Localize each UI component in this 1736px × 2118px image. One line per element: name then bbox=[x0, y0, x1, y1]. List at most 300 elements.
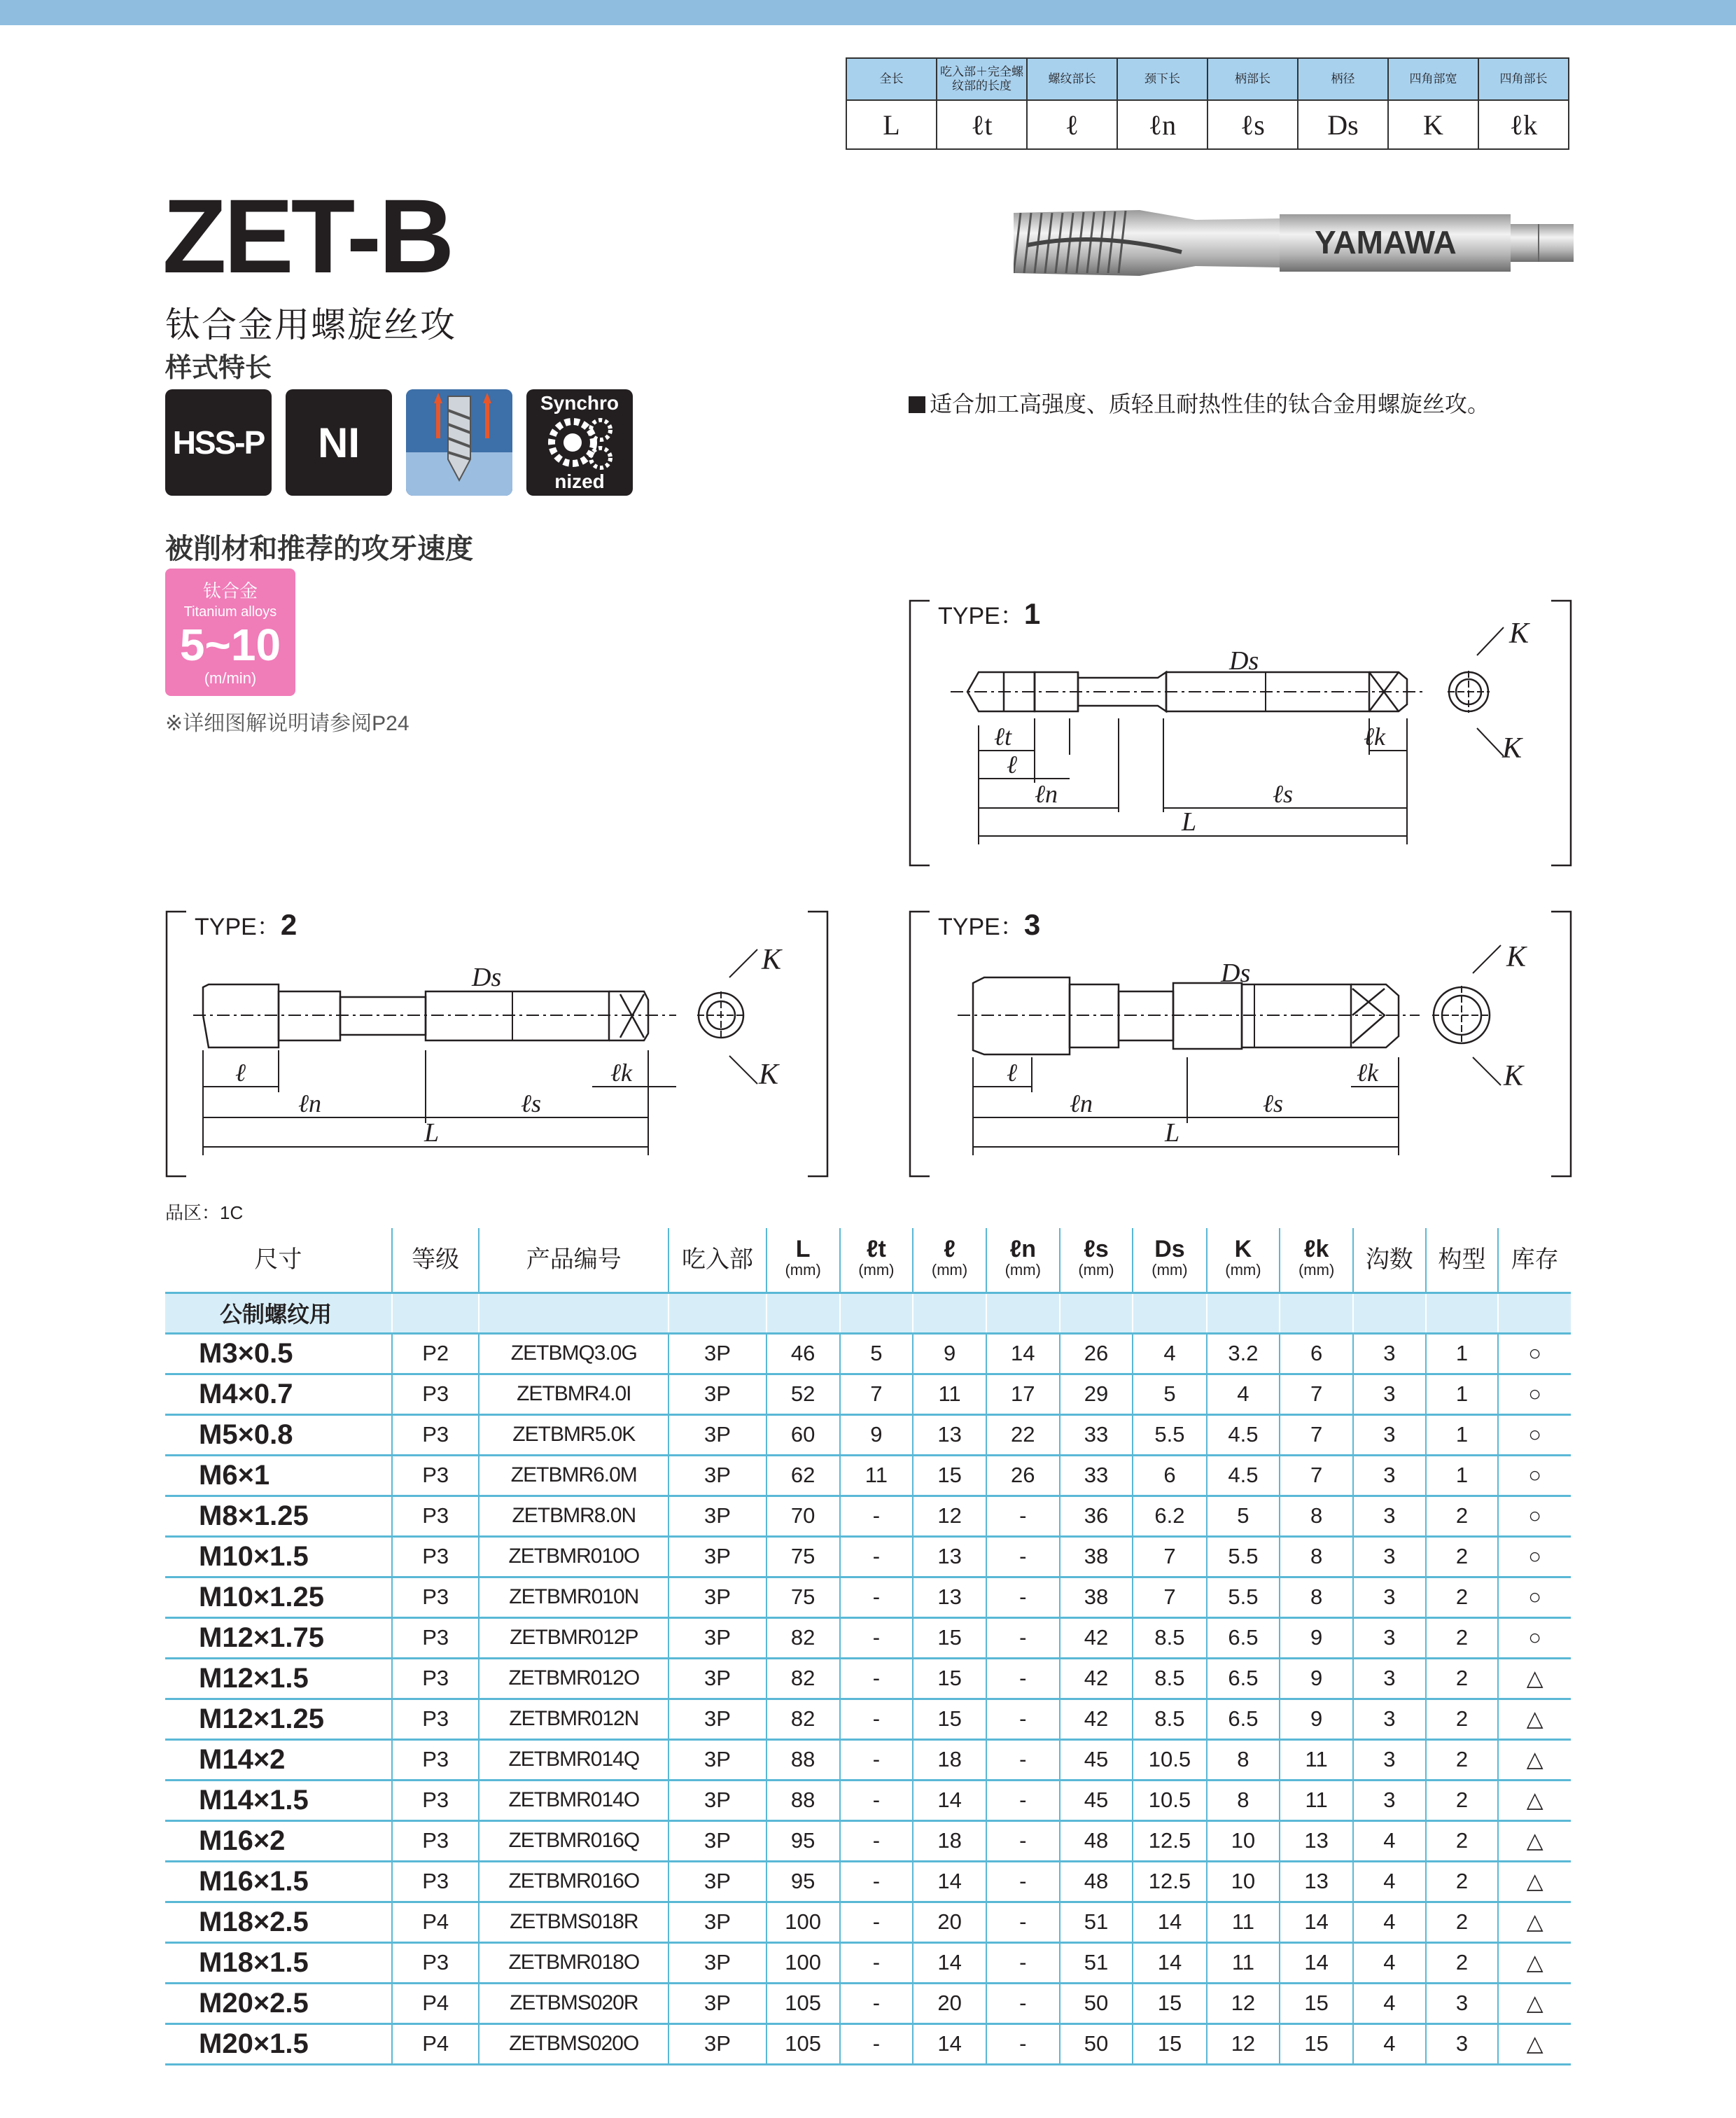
table-cell: 6.5 bbox=[1207, 1699, 1280, 1739]
table-cell: 52 bbox=[766, 1374, 840, 1414]
column-header: Ds (mm) bbox=[1133, 1228, 1206, 1293]
table-cell: 105 bbox=[766, 1983, 840, 2023]
table-cell: ZETBMR010O bbox=[479, 1536, 668, 1577]
table-cell: 48 bbox=[1060, 1820, 1133, 1861]
svg-text:Ds: Ds bbox=[1229, 646, 1259, 676]
table-cell: 88 bbox=[766, 1780, 840, 1820]
table-cell: - bbox=[840, 2023, 913, 2064]
legend-symbol-cell: Ds bbox=[1298, 100, 1388, 149]
svg-text:K: K bbox=[1502, 732, 1522, 765]
table-cell: P3 bbox=[392, 1658, 479, 1699]
table-cell: - bbox=[986, 1902, 1060, 1942]
table-cell: 8.5 bbox=[1133, 1658, 1206, 1699]
table-cell: - bbox=[840, 1902, 913, 1942]
table-cell: P4 bbox=[392, 1983, 479, 2023]
table-cell: ZETBMR014O bbox=[479, 1780, 668, 1820]
table-cell: 95 bbox=[766, 1861, 840, 1902]
table-cell: 46 bbox=[766, 1333, 840, 1374]
table-cell: △ bbox=[1498, 1820, 1571, 1861]
table-cell: - bbox=[840, 1739, 913, 1780]
legend-symbol-cell: L bbox=[846, 100, 937, 149]
top-color-bar bbox=[0, 0, 1736, 25]
table-cell: 3P bbox=[668, 1455, 766, 1496]
hssp-badge: HSS-P bbox=[165, 389, 272, 496]
svg-text:ℓs: ℓs bbox=[521, 1089, 542, 1117]
table-cell: 1 bbox=[1426, 1455, 1499, 1496]
table-cell: 8 bbox=[1207, 1780, 1280, 1820]
table-cell: 11 bbox=[840, 1455, 913, 1496]
table-cell: M14×1.5 bbox=[165, 1780, 392, 1820]
table-cell: P3 bbox=[392, 1455, 479, 1496]
table-cell: 3 bbox=[1353, 1577, 1426, 1617]
table-cell: 70 bbox=[766, 1496, 840, 1536]
legend-header-cell: 四角部长 bbox=[1478, 58, 1569, 100]
legend-header-cell: 四角部宽 bbox=[1388, 58, 1478, 100]
column-header: ℓn (mm) bbox=[986, 1228, 1060, 1293]
table-cell: 3 bbox=[1353, 1414, 1426, 1455]
table-cell: 4 bbox=[1353, 2023, 1426, 2064]
table-cell: 22 bbox=[986, 1414, 1060, 1455]
table-cell: 1 bbox=[1426, 1414, 1499, 1455]
table-cell: 26 bbox=[1060, 1333, 1133, 1374]
table-cell: 5 bbox=[840, 1333, 913, 1374]
table-cell: 7 bbox=[1133, 1536, 1206, 1577]
table-cell: 51 bbox=[1060, 1942, 1133, 1983]
category-cell bbox=[1207, 1293, 1280, 1333]
table-cell: 33 bbox=[1060, 1414, 1133, 1455]
table-row bbox=[165, 1739, 1571, 1780]
table-cell: 5.5 bbox=[1133, 1414, 1206, 1455]
spiral-flute-icon bbox=[406, 389, 512, 496]
table-cell: - bbox=[986, 1617, 1060, 1658]
table-cell: ZETBMR8.0N bbox=[479, 1496, 668, 1536]
table-cell: 3P bbox=[668, 1739, 766, 1780]
type2-diagram bbox=[165, 910, 829, 1178]
table-cell: 45 bbox=[1060, 1739, 1133, 1780]
svg-text:ℓ: ℓ bbox=[235, 1059, 246, 1087]
table-row bbox=[165, 1333, 1571, 1374]
table-cell: 2 bbox=[1426, 1658, 1499, 1699]
table-cell: 51 bbox=[1060, 1902, 1133, 1942]
table-cell: 26 bbox=[986, 1455, 1060, 1496]
feature-description: 适合加工高强度、质轻且耐热性佳的钛合金用螺旋丝攻。 bbox=[909, 386, 1490, 419]
category-cell bbox=[392, 1293, 479, 1333]
column-header: 尺寸 bbox=[165, 1228, 392, 1293]
legend-header-cell: 全长 bbox=[846, 58, 937, 100]
table-cell: 10 bbox=[1207, 1861, 1280, 1902]
column-header: 库存 bbox=[1498, 1228, 1571, 1293]
table-cell: M12×1.75 bbox=[165, 1617, 392, 1658]
table-cell: 9 bbox=[913, 1333, 986, 1374]
table-cell: - bbox=[986, 1780, 1060, 1820]
column-header: 构型 bbox=[1426, 1228, 1499, 1293]
table-cell: 4 bbox=[1207, 1374, 1280, 1414]
table-cell: P3 bbox=[392, 1739, 479, 1780]
table-cell: 3P bbox=[668, 1333, 766, 1374]
table-cell: 42 bbox=[1060, 1617, 1133, 1658]
dimension-legend-table bbox=[846, 57, 1569, 150]
table-cell: - bbox=[840, 1780, 913, 1820]
table-cell: 13 bbox=[913, 1536, 986, 1577]
svg-text:Ds: Ds bbox=[472, 963, 502, 992]
table-cell: P3 bbox=[392, 1780, 479, 1820]
table-cell: 4 bbox=[1353, 1942, 1426, 1983]
svg-text:K: K bbox=[1509, 618, 1530, 650]
table-cell: 15 bbox=[1133, 2023, 1206, 2064]
column-header: 等级 bbox=[392, 1228, 479, 1293]
table-cell: 42 bbox=[1060, 1658, 1133, 1699]
table-cell: 4 bbox=[1353, 1902, 1426, 1942]
table-cell: M10×1.5 bbox=[165, 1536, 392, 1577]
table-cell: 3P bbox=[668, 1983, 766, 2023]
table-cell: 88 bbox=[766, 1739, 840, 1780]
table-cell: 5 bbox=[1133, 1374, 1206, 1414]
table-cell: ○ bbox=[1498, 1577, 1571, 1617]
table-cell: 7 bbox=[1133, 1577, 1206, 1617]
legend-symbol-cell: ℓn bbox=[1117, 100, 1208, 149]
table-cell: - bbox=[986, 1942, 1060, 1983]
table-cell: - bbox=[840, 1820, 913, 1861]
table-cell: - bbox=[986, 1658, 1060, 1699]
table-cell: ZETBMR5.0K bbox=[479, 1414, 668, 1455]
table-cell: 11 bbox=[1280, 1780, 1353, 1820]
table-cell: P4 bbox=[392, 2023, 479, 2064]
table-cell: 5 bbox=[1207, 1496, 1280, 1536]
table-row bbox=[165, 1902, 1571, 1942]
table-cell: 9 bbox=[1280, 1658, 1353, 1699]
table-row bbox=[165, 1577, 1571, 1617]
legend-symbol-cell: K bbox=[1388, 100, 1478, 149]
table-cell: - bbox=[840, 1861, 913, 1902]
table-cell: 7 bbox=[840, 1374, 913, 1414]
table-cell: 2 bbox=[1426, 1536, 1499, 1577]
table-cell: 3P bbox=[668, 1902, 766, 1942]
table-cell: 10 bbox=[1207, 1820, 1280, 1861]
table-cell: 2 bbox=[1426, 1780, 1499, 1820]
table-cell: 3 bbox=[1353, 1333, 1426, 1374]
table-cell: △ bbox=[1498, 2023, 1571, 2064]
table-cell: 11 bbox=[913, 1374, 986, 1414]
table-cell: 36 bbox=[1060, 1496, 1133, 1536]
table-cell: 3P bbox=[668, 1617, 766, 1658]
table-cell: ○ bbox=[1498, 1617, 1571, 1658]
table-cell: 4 bbox=[1353, 1861, 1426, 1902]
table-cell: 82 bbox=[766, 1699, 840, 1739]
table-cell: M20×1.5 bbox=[165, 2023, 392, 2064]
table-cell: P3 bbox=[392, 1617, 479, 1658]
material-name-cn: 钛合金 bbox=[202, 580, 258, 601]
table-cell: 14 bbox=[913, 2023, 986, 2064]
table-cell: 3 bbox=[1426, 1983, 1499, 2023]
table-cell: - bbox=[986, 1577, 1060, 1617]
table-cell: 1 bbox=[1426, 1333, 1499, 1374]
table-cell: 75 bbox=[766, 1536, 840, 1577]
svg-text:ℓn: ℓn bbox=[1035, 780, 1058, 808]
table-cell: ZETBMR016Q bbox=[479, 1820, 668, 1861]
table-cell: M12×1.25 bbox=[165, 1699, 392, 1739]
table-cell: 18 bbox=[913, 1820, 986, 1861]
table-cell: ZETBMR012N bbox=[479, 1699, 668, 1739]
table-row bbox=[165, 1617, 1571, 1658]
table-cell: ZETBMR018O bbox=[479, 1942, 668, 1983]
table-cell: M20×2.5 bbox=[165, 1983, 392, 2023]
table-cell: 6.5 bbox=[1207, 1617, 1280, 1658]
table-cell: 3P bbox=[668, 1861, 766, 1902]
style-label: 样式特长 bbox=[165, 354, 272, 383]
table-cell: 7 bbox=[1280, 1455, 1353, 1496]
table-cell: P4 bbox=[392, 1902, 479, 1942]
table-cell: 2 bbox=[1426, 1496, 1499, 1536]
legend-symbol-cell: ℓt bbox=[937, 100, 1027, 149]
svg-text:ℓ: ℓ bbox=[1007, 751, 1017, 779]
spec-table bbox=[165, 1228, 1571, 2065]
table-cell: P2 bbox=[392, 1333, 479, 1374]
speed-unit: (m/min) bbox=[204, 669, 257, 687]
table-cell: 3P bbox=[668, 1414, 766, 1455]
svg-text:ℓn: ℓn bbox=[298, 1089, 321, 1117]
table-cell: 75 bbox=[766, 1577, 840, 1617]
table-cell: 3P bbox=[668, 1577, 766, 1617]
legend-symbol-cell: ℓk bbox=[1478, 100, 1569, 149]
table-cell: △ bbox=[1498, 1902, 1571, 1942]
table-row bbox=[165, 1942, 1571, 1983]
svg-text:ℓt: ℓt bbox=[994, 723, 1011, 751]
table-cell: 14 bbox=[913, 1942, 986, 1983]
category-cell bbox=[1133, 1293, 1206, 1333]
table-row bbox=[165, 1658, 1571, 1699]
column-header: 吃入部 bbox=[668, 1228, 766, 1293]
svg-text:ℓ: ℓ bbox=[1007, 1059, 1017, 1087]
table-cell: 4.5 bbox=[1207, 1455, 1280, 1496]
table-cell: ZETBMR010N bbox=[479, 1577, 668, 1617]
column-header: ℓk (mm) bbox=[1280, 1228, 1353, 1293]
table-cell: 9 bbox=[1280, 1617, 1353, 1658]
table-cell: 10.5 bbox=[1133, 1739, 1206, 1780]
table-cell: 15 bbox=[913, 1658, 986, 1699]
table-cell: ZETBMS018R bbox=[479, 1902, 668, 1942]
table-cell: 4.5 bbox=[1207, 1414, 1280, 1455]
synchronized-badge: Synchro nized bbox=[526, 389, 633, 496]
table-cell: 50 bbox=[1060, 1983, 1133, 2023]
table-row bbox=[165, 1374, 1571, 1414]
table-cell: 82 bbox=[766, 1658, 840, 1699]
svg-text:ℓs: ℓs bbox=[1273, 780, 1294, 808]
table-cell: 9 bbox=[1280, 1699, 1353, 1739]
legend-symbol-cell: ℓ bbox=[1027, 100, 1117, 149]
table-row bbox=[165, 1780, 1571, 1820]
table-cell: P3 bbox=[392, 1496, 479, 1536]
table-cell: 15 bbox=[1280, 1983, 1353, 2023]
table-cell: 9 bbox=[840, 1414, 913, 1455]
table-cell: 6.2 bbox=[1133, 1496, 1206, 1536]
table-cell: 95 bbox=[766, 1820, 840, 1861]
table-cell: - bbox=[986, 1820, 1060, 1861]
table-cell: 3 bbox=[1353, 1536, 1426, 1577]
category-cell bbox=[1060, 1293, 1133, 1333]
table-row bbox=[165, 1414, 1571, 1455]
category-cell bbox=[986, 1293, 1060, 1333]
type1-diagram bbox=[909, 599, 1572, 867]
table-cell: 2 bbox=[1426, 1820, 1499, 1861]
table-cell: 12 bbox=[913, 1496, 986, 1536]
column-header: 产品编号 bbox=[479, 1228, 668, 1293]
table-cell: P3 bbox=[392, 1414, 479, 1455]
table-cell: 3 bbox=[1353, 1455, 1426, 1496]
table-row bbox=[165, 1536, 1571, 1577]
table-cell: 3 bbox=[1353, 1699, 1426, 1739]
table-cell: 20 bbox=[913, 1983, 986, 2023]
table-cell: 14 bbox=[1280, 1902, 1353, 1942]
table-cell: ZETBMR014Q bbox=[479, 1739, 668, 1780]
table-cell: - bbox=[840, 1536, 913, 1577]
table-cell: 3P bbox=[668, 1942, 766, 1983]
table-cell: 45 bbox=[1060, 1780, 1133, 1820]
table-cell: 12 bbox=[1207, 1983, 1280, 2023]
category-label: 公制螺纹用 bbox=[165, 1293, 392, 1333]
legend-header-cell: 柄部长 bbox=[1208, 58, 1298, 100]
legend-header-cell: 吃入部＋完全螺纹部的长度 bbox=[937, 58, 1027, 100]
table-cell: 3P bbox=[668, 1536, 766, 1577]
table-cell: △ bbox=[1498, 1861, 1571, 1902]
table-cell: 12 bbox=[1207, 2023, 1280, 2064]
table-cell: 1 bbox=[1426, 1374, 1499, 1414]
table-cell: 3 bbox=[1426, 2023, 1499, 2064]
table-cell: 3P bbox=[668, 1496, 766, 1536]
table-cell: 105 bbox=[766, 2023, 840, 2064]
column-header: ℓ (mm) bbox=[913, 1228, 986, 1293]
column-header: ℓs (mm) bbox=[1060, 1228, 1133, 1293]
table-cell: 15 bbox=[1133, 1983, 1206, 2023]
legend-symbol-cell: ℓs bbox=[1208, 100, 1298, 149]
table-cell: - bbox=[840, 1983, 913, 2023]
table-cell: - bbox=[986, 1739, 1060, 1780]
table-cell: 3 bbox=[1353, 1739, 1426, 1780]
table-cell: P3 bbox=[392, 1374, 479, 1414]
table-cell: - bbox=[986, 2023, 1060, 2064]
table-cell: 2 bbox=[1426, 1577, 1499, 1617]
product-subtitle: 钛合金用螺旋丝攻 bbox=[165, 305, 456, 344]
ni-coating-badge: NI bbox=[286, 389, 392, 496]
table-row bbox=[165, 2023, 1571, 2064]
table-cell: M18×2.5 bbox=[165, 1902, 392, 1942]
svg-text:ℓk: ℓk bbox=[1364, 723, 1385, 751]
table-cell: 12.5 bbox=[1133, 1820, 1206, 1861]
column-header: L (mm) bbox=[766, 1228, 840, 1293]
table-cell: ○ bbox=[1498, 1536, 1571, 1577]
type1-label: TYPE：1 bbox=[938, 597, 1041, 630]
table-cell: M10×1.25 bbox=[165, 1577, 392, 1617]
table-cell: 11 bbox=[1207, 1942, 1280, 1983]
column-header: 沟数 bbox=[1353, 1228, 1426, 1293]
svg-text:K: K bbox=[1506, 941, 1527, 973]
table-cell: △ bbox=[1498, 1780, 1571, 1820]
table-cell: 3P bbox=[668, 1374, 766, 1414]
table-cell: △ bbox=[1498, 1739, 1571, 1780]
table-cell: ZETBMR016O bbox=[479, 1861, 668, 1902]
table-cell: - bbox=[986, 1983, 1060, 2023]
product-title: ZET-B bbox=[162, 177, 452, 295]
table-cell: ○ bbox=[1498, 1374, 1571, 1414]
table-cell: 42 bbox=[1060, 1699, 1133, 1739]
table-cell: 6 bbox=[1280, 1333, 1353, 1374]
table-cell: P3 bbox=[392, 1577, 479, 1617]
table-cell: 3 bbox=[1353, 1617, 1426, 1658]
table-cell: P3 bbox=[392, 1820, 479, 1861]
table-cell: 8 bbox=[1207, 1739, 1280, 1780]
table-row bbox=[165, 1983, 1571, 2023]
column-header: K (mm) bbox=[1207, 1228, 1280, 1293]
table-cell: 8.5 bbox=[1133, 1617, 1206, 1658]
category-cell bbox=[1353, 1293, 1426, 1333]
table-cell: P3 bbox=[392, 1861, 479, 1902]
table-cell: P3 bbox=[392, 1699, 479, 1739]
table-cell: M18×1.5 bbox=[165, 1942, 392, 1983]
table-cell: - bbox=[840, 1658, 913, 1699]
table-cell: 13 bbox=[913, 1414, 986, 1455]
table-cell: 6 bbox=[1133, 1455, 1206, 1496]
table-cell: 4 bbox=[1133, 1333, 1206, 1374]
table-cell: ZETBMS020R bbox=[479, 1983, 668, 2023]
type3-label: TYPE：3 bbox=[938, 908, 1041, 941]
table-cell: ○ bbox=[1498, 1496, 1571, 1536]
reference-note: ※详细图解说明请参阅P24 bbox=[165, 712, 410, 735]
table-cell: 3 bbox=[1353, 1374, 1426, 1414]
table-row bbox=[165, 1861, 1571, 1902]
table-cell: M4×0.7 bbox=[165, 1374, 392, 1414]
svg-text:K: K bbox=[762, 944, 782, 976]
table-cell: 4 bbox=[1353, 1820, 1426, 1861]
table-cell: - bbox=[840, 1942, 913, 1983]
table-cell: 82 bbox=[766, 1617, 840, 1658]
table-cell: P3 bbox=[392, 1536, 479, 1577]
table-cell: 15 bbox=[913, 1455, 986, 1496]
table-cell: 8 bbox=[1280, 1577, 1353, 1617]
table-cell: △ bbox=[1498, 1658, 1571, 1699]
svg-text:K: K bbox=[759, 1059, 779, 1091]
svg-text:YAMAWA: YAMAWA bbox=[1315, 224, 1457, 260]
table-cell: ○ bbox=[1498, 1333, 1571, 1374]
table-cell: 2 bbox=[1426, 1699, 1499, 1739]
table-cell: 15 bbox=[913, 1699, 986, 1739]
table-cell: △ bbox=[1498, 1699, 1571, 1739]
table-cell: 2 bbox=[1426, 1617, 1499, 1658]
table-cell: 11 bbox=[1280, 1739, 1353, 1780]
table-cell: 3.2 bbox=[1207, 1333, 1280, 1374]
table-cell: 50 bbox=[1060, 2023, 1133, 2064]
table-cell: M14×2 bbox=[165, 1739, 392, 1780]
legend-header-cell: 螺纹部长 bbox=[1027, 58, 1117, 100]
table-cell: 3 bbox=[1353, 1496, 1426, 1536]
table-cell: 5.5 bbox=[1207, 1536, 1280, 1577]
table-cell: 48 bbox=[1060, 1861, 1133, 1902]
svg-text:K: K bbox=[1504, 1060, 1524, 1092]
category-cell bbox=[1280, 1293, 1353, 1333]
table-cell: 29 bbox=[1060, 1374, 1133, 1414]
table-cell: 7 bbox=[1280, 1414, 1353, 1455]
category-cell bbox=[479, 1293, 668, 1333]
svg-text:L: L bbox=[424, 1118, 440, 1148]
table-cell: 4 bbox=[1353, 1983, 1426, 2023]
table-cell: 38 bbox=[1060, 1536, 1133, 1577]
table-cell: ZETBMS020O bbox=[479, 2023, 668, 2064]
table-cell: M16×1.5 bbox=[165, 1861, 392, 1902]
category-cell bbox=[1498, 1293, 1571, 1333]
gear-icon bbox=[545, 414, 615, 471]
svg-text:ℓs: ℓs bbox=[1263, 1089, 1284, 1117]
area-label: 品区：1C bbox=[165, 1202, 244, 1223]
table-cell: ○ bbox=[1498, 1455, 1571, 1496]
table-cell: - bbox=[986, 1496, 1060, 1536]
